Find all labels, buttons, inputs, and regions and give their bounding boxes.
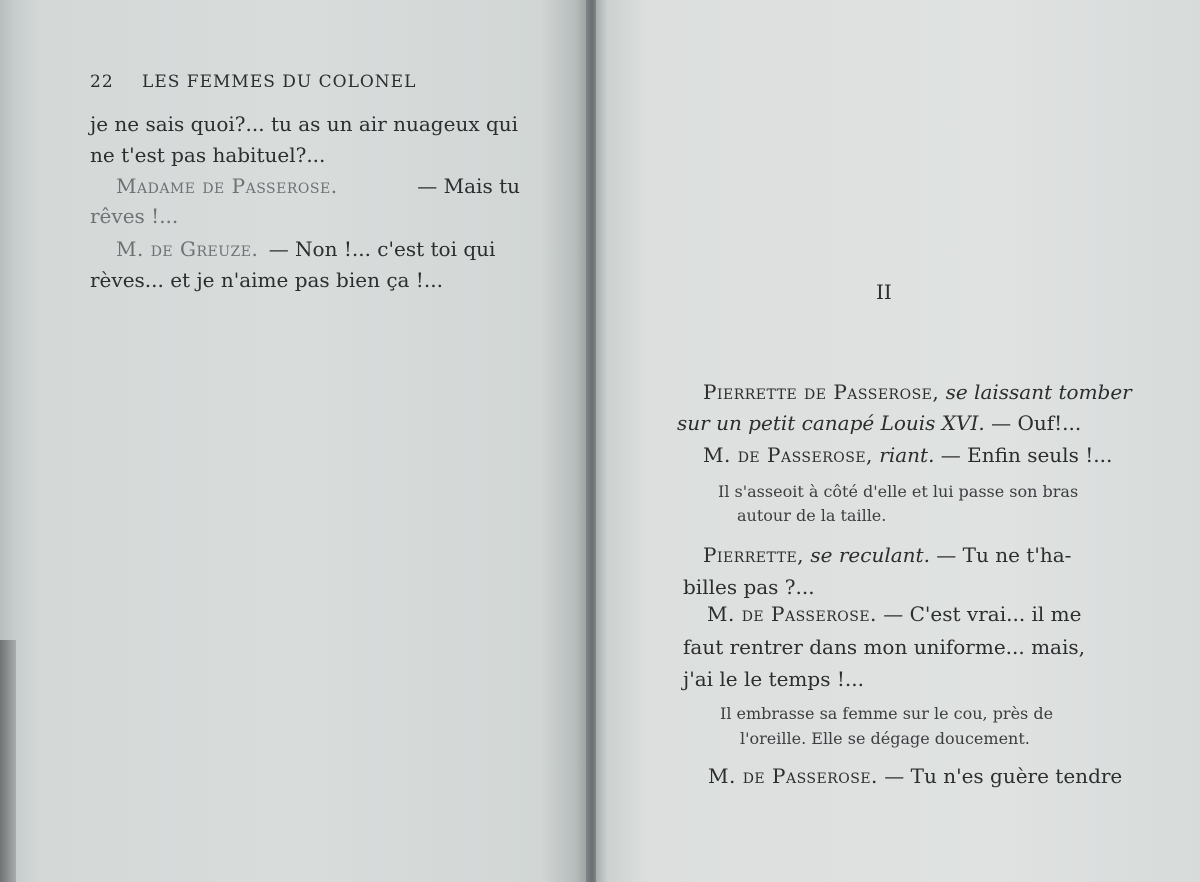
page-number: 22 — [90, 72, 114, 92]
dialogue-line — [703, 545, 1071, 565]
speech: — Tu n'es guère tendre — [884, 764, 1123, 788]
text-line: rêves !... — [90, 204, 179, 228]
stage-direction-line: autour de la taille. — [737, 506, 887, 525]
dialogue-line — [116, 176, 520, 196]
speaker-name: M. de Passerose. — [707, 602, 877, 626]
dialogue-line — [703, 382, 1132, 402]
speaker-name: Madame de Passerose. — [116, 174, 338, 198]
stage-direction-line: Il s'asseoit à côté d'elle et lui passe son bras — [718, 482, 1079, 501]
speech: — Mais tu — [417, 174, 520, 198]
text-line: faut rentrer dans mon uniforme... mais, — [683, 635, 1086, 659]
stage-direction: riant. — [879, 443, 935, 467]
speech: — Ouf!... — [991, 411, 1082, 435]
dialogue-line — [707, 604, 1081, 624]
stage-direction: sur un petit canapé Louis XVI. — [677, 411, 985, 435]
text-line: je ne sais quoi?... tu as un air nuageux qui — [90, 112, 519, 136]
stage-direction: se laissant tomber — [945, 380, 1132, 404]
text-line: rèves... et je n'aime pas bien ça !... — [90, 268, 443, 292]
right-page — [596, 0, 1200, 882]
dialogue-line — [703, 445, 1112, 465]
stage-direction: se reculant. — [810, 543, 930, 567]
left-page — [0, 0, 588, 882]
speech: — Enfin seuls !... — [940, 443, 1113, 467]
dialogue-line — [708, 766, 1122, 786]
dialogue-line — [116, 239, 495, 259]
page-edge-shadow — [0, 640, 16, 882]
dialogue-line — [677, 413, 1081, 433]
speaker-name: Pierrette de Passerose, — [703, 380, 940, 404]
speech: — C'est vrai... il me — [883, 602, 1082, 626]
speaker-name: M. de Greuze. — [116, 237, 259, 261]
speaker-name: M. de Passerose, — [703, 443, 873, 467]
running-title: LES FEMMES DU COLONEL — [142, 72, 417, 92]
text-line: ne t'est pas habituel?... — [90, 143, 326, 167]
text-line: billes pas ?... — [683, 575, 815, 599]
stage-direction-line: l'oreille. Elle se dégage doucement. — [740, 729, 1030, 748]
running-head — [90, 72, 416, 92]
scene-numeral: II — [876, 280, 892, 304]
speaker-name: M. de Passerose. — [708, 764, 878, 788]
speech: — Tu ne t'ha- — [936, 543, 1072, 567]
speaker-name: Pierrette, — [703, 543, 805, 567]
stage-direction-line: Il embrasse sa femme sur le cou, près de — [720, 704, 1054, 723]
text-line: j'ai le le temps !... — [683, 667, 864, 691]
speech: — Non !... c'est toi qui — [268, 237, 496, 261]
